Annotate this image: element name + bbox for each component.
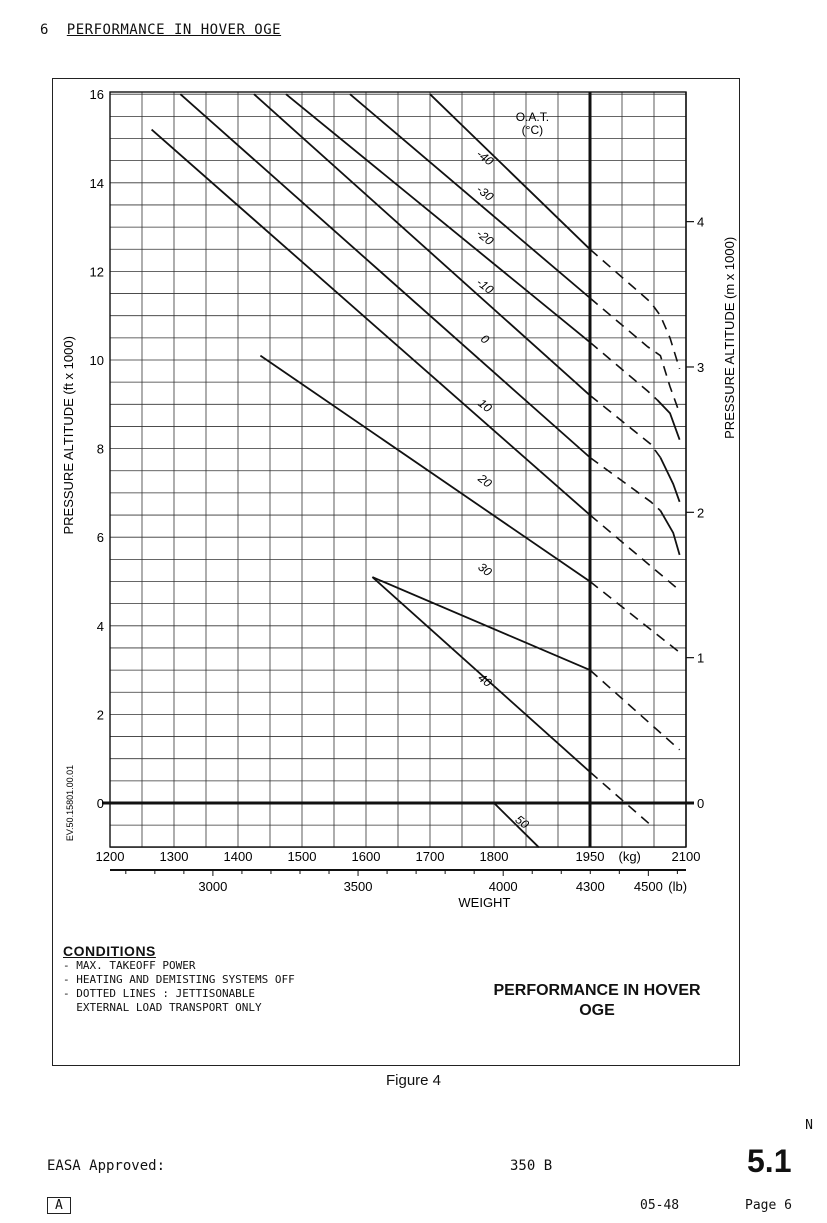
x-tick-label-kg: 1950 [575,849,605,864]
oat-line-solid [350,94,590,298]
y-tick-label-ft: 0 [96,796,104,811]
footer-approved: EASA Approved: [47,1158,166,1174]
y-tick-label-m: 2 [697,505,705,521]
oat-curve-label: 10 [475,395,495,416]
oat-line-dashed [590,458,660,511]
legend-unit: (°C) [521,123,544,138]
x-tick-label-lb: 4500 [633,879,663,894]
section-title: PERFORMANCE IN HOVER OGE [66,22,282,38]
footer-date: 05-48 [640,1198,680,1213]
oat-line-dashed [590,342,657,400]
oat-line-solid [372,577,590,670]
version-mark: N [805,1118,813,1133]
oat-curve-label: -10 [473,275,497,297]
x-tick-label-kg: 1300 [159,849,189,864]
y2-axis-label: PRESSURE ALTITUDE (m x 1000) [722,236,737,439]
figure-title-line: PERFORMANCE IN HOVER [493,981,701,999]
footer-revision: A [47,1197,71,1214]
x-tick-label-lb: 3000 [198,879,228,894]
x-tick-label-lb: 4000 [488,879,518,894]
condition-item: EXTERNAL LOAD TRANSPORT ONLY [63,1001,262,1014]
x-unit-kg: (kg) [618,849,641,864]
oat-line-solid [254,94,590,395]
oat-curve-label: -30 [473,182,497,204]
y-tick-label-ft: 10 [89,353,104,368]
section-number: 6 [40,22,49,38]
x-tick-label-lb: 3500 [343,879,373,894]
footer-page: Page 6 [745,1198,792,1213]
footer-model: 350 B [510,1158,553,1174]
y-tick-label-ft: 16 [89,87,104,103]
oat-curve-label: 20 [475,471,495,491]
oat-line-dashed [590,298,680,413]
oat-line-dashed [590,772,651,825]
legend-title: O.A.T. [515,109,550,124]
oat-curve-label: 30 [475,559,495,580]
x-unit-lb: (lb) [668,879,688,894]
x-tick-label-kg: 2100 [671,849,701,864]
condition-item: - MAX. TAKEOFF POWER [63,959,196,972]
oat-line-dashed [590,582,680,653]
condition-item: - DOTTED LINES : JETTISONABLE [63,987,256,1000]
y-tick-label-m: 1 [697,650,705,666]
oat-curve-label: 0 [478,331,492,347]
x-tick-label-kg: 1800 [479,849,509,864]
conditions-title: CONDITIONS [63,943,156,959]
grid [110,92,686,847]
oat-line-solid [152,130,590,515]
figure-caption: Figure 4 [385,1072,442,1089]
y-tick-label-ft: 6 [96,530,104,546]
oat-line-dashed [590,670,680,750]
y-tick-label-m: 0 [697,796,705,811]
x-tick-label-kg: 1200 [95,849,125,864]
oat-line-solid [660,458,679,502]
figure-title-box [455,938,739,1063]
oat-curve-label: -20 [473,226,497,249]
y-tick-label-ft: 12 [89,264,104,280]
y-tick-label-ft: 8 [96,441,104,457]
conditions-box [58,938,453,1063]
x-tick-label-kg: 1600 [351,849,381,864]
y-tick-label-ft: 4 [96,618,104,634]
x-axis-label: WEIGHT [458,895,511,910]
y-tick-label-ft: 2 [96,707,104,723]
oat-line-solid [430,94,590,249]
oat-line-dashed [590,515,680,590]
oat-line-solid [286,94,590,342]
y-axis-label: PRESSURE ALTITUDE (ft x 1000) [61,336,76,535]
chart-labels [61,87,737,910]
y-tick-label-m: 3 [697,359,705,375]
x-tick-label-kg: 1500 [287,849,317,864]
y-tick-label-ft: 14 [89,175,104,191]
side-code: EV.50.15801.00.01 [65,764,75,842]
y-tick-label-m: 4 [697,214,705,230]
figure-title-line: OGE [579,1001,615,1019]
condition-item: - HEATING AND DEMISTING SYSTEMS OFF [63,973,295,986]
oat-line-solid [660,511,679,555]
oat-curve-label: 50 [512,812,532,832]
oat-curve-label: -40 [473,146,497,169]
footer-section: 5.1 [747,1143,792,1179]
oat-line-solid [260,356,590,582]
oat-curve-label: 40 [475,670,495,690]
x-tick-label-kg: 1400 [223,849,253,864]
x-tick-label-lb: 4300 [575,879,605,894]
x-tick-label-kg: 1700 [415,849,445,864]
oat-line-solid [180,94,590,457]
figure-title [472,981,722,1021]
